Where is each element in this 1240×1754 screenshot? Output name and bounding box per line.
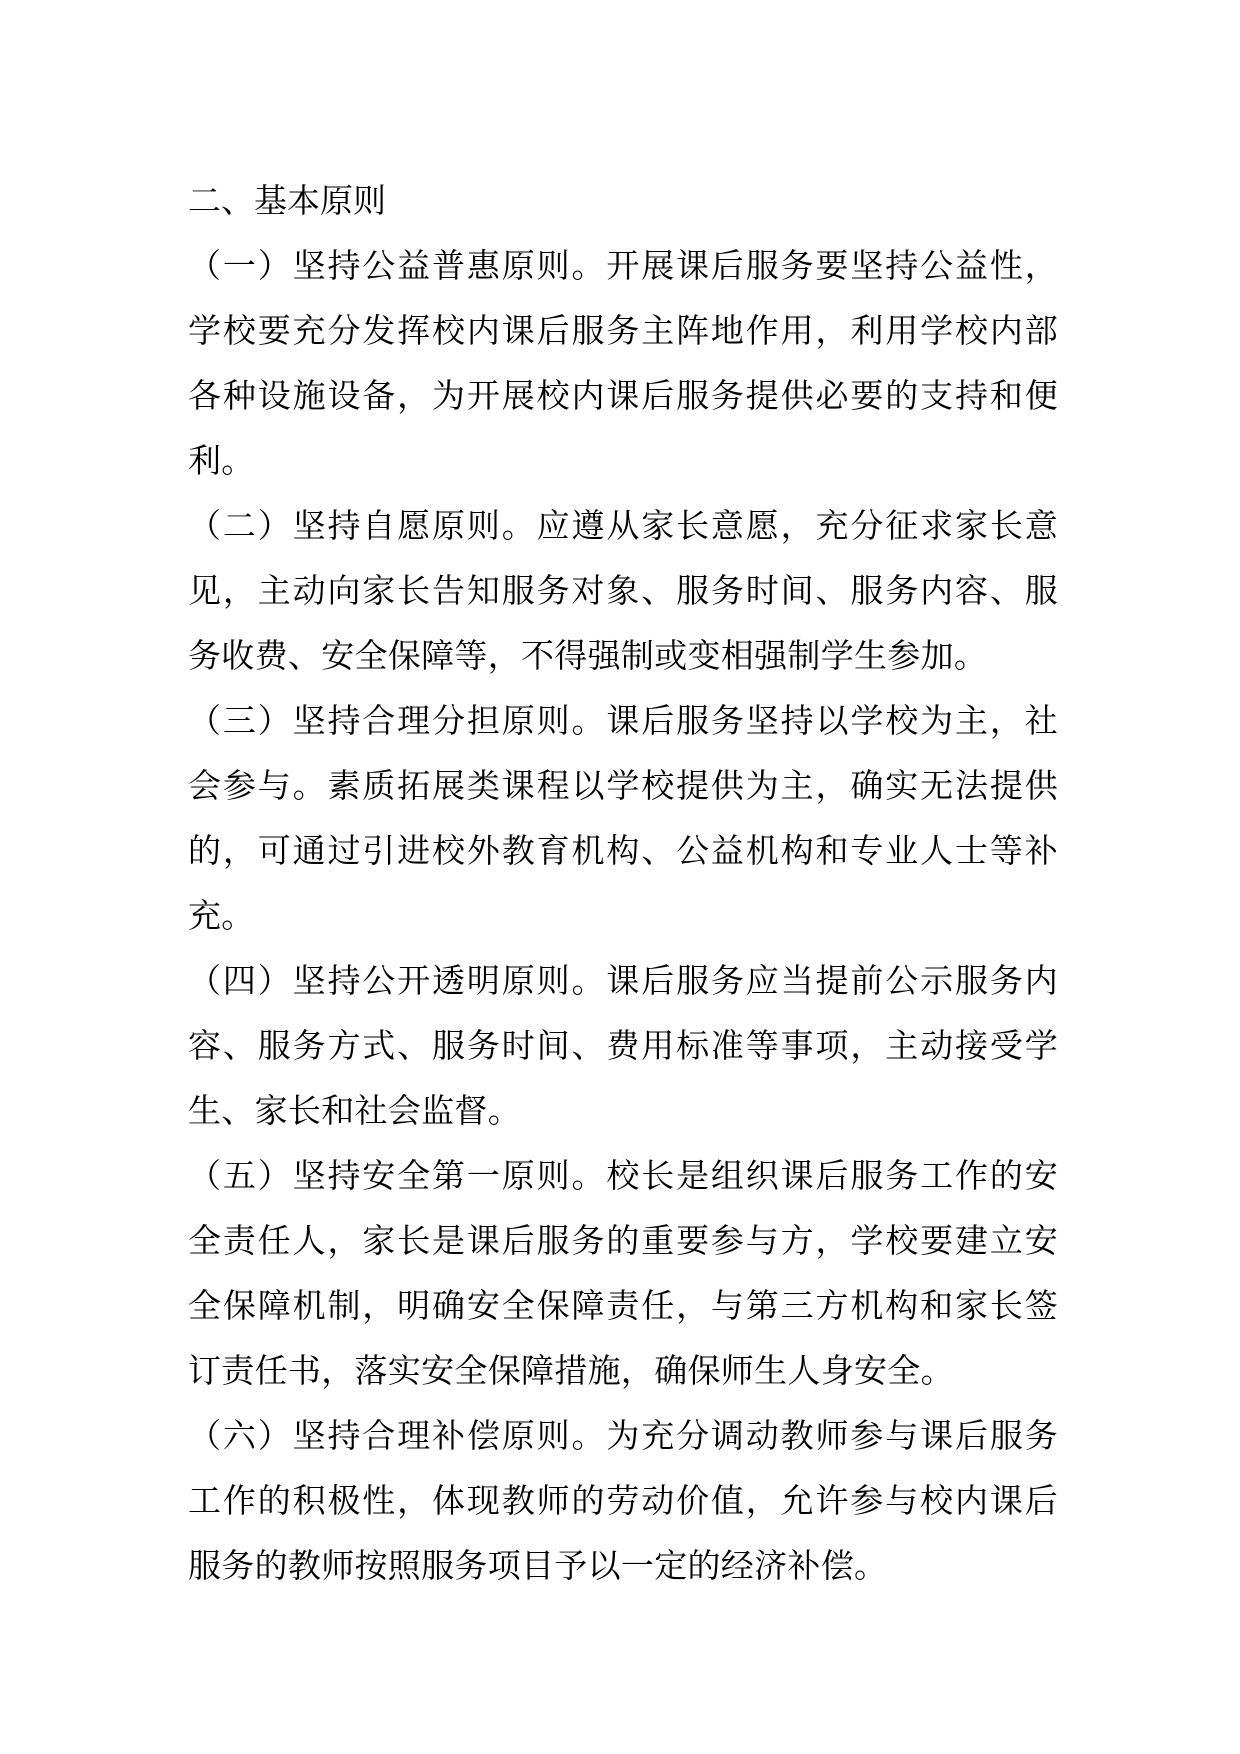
text-line: （五）坚持安全第一原则。校长是组织课后服务工作的安 (188, 1156, 1058, 1195)
text-line: （二）坚持自愿原则。应遵从家长意愿，充分征求家长意 (188, 506, 1058, 545)
text-line: 服务的教师按照服务项目予以一定的经济补偿。 (188, 1546, 888, 1585)
text-line: （一）坚持公益普惠原则。开展课后服务要坚持公益性， (188, 246, 1058, 285)
text-line: （六）坚持合理补偿原则。为充分调动教师参与课后服务 (188, 1416, 1058, 1455)
text-line: 订责任书，落实安全保障措施，确保师生人身安全。 (188, 1351, 954, 1390)
text-line: （四）坚持公开透明原则。课后服务应当提前公示服务内 (188, 961, 1058, 1000)
text-line: 容、服务方式、服务时间、费用标准等事项，主动接受学 (188, 1026, 1058, 1065)
text-line: 见，主动向家长告知服务对象、服务时间、服务内容、服 (188, 571, 1058, 610)
text-line: 务收费、安全保障等，不得强制或变相强制学生参加。 (188, 636, 988, 675)
text-line: 全保障机制，明确安全保障责任，与第三方机构和家长签 (188, 1286, 1058, 1325)
text-line: 工作的积极性，体现教师的劳动价值，允许参与校内课后 (188, 1481, 1058, 1520)
text-line: （三）坚持合理分担原则。课后服务坚持以学校为主，社 (188, 701, 1058, 740)
text-line: 各种设施设备，为开展校内课后服务提供必要的支持和便 (188, 376, 1058, 415)
text-line: 会参与。素质拓展类课程以学校提供为主，确实无法提供 (188, 766, 1058, 805)
paragraph-5 (188, 1143, 1058, 1403)
paragraph-3 (188, 688, 1058, 948)
text-line: 利。 (188, 441, 255, 480)
paragraph-4 (188, 948, 1058, 1143)
paragraph-2 (188, 493, 1058, 688)
section-heading: 二、基本原则 (188, 181, 386, 220)
text-line: 的，可通过引进校外教育机构、公益机构和专业人士等补 (188, 831, 1058, 870)
text-line: 学校要充分发挥校内课后服务主阵地作用，利用学校内部 (188, 311, 1058, 350)
text-line: 生、家长和社会监督。 (188, 1091, 521, 1130)
document-page (188, 168, 1058, 1598)
paragraph-1 (188, 233, 1058, 493)
text-line: 充。 (188, 896, 255, 935)
text-line: 全责任人，家长是课后服务的重要参与方，学校要建立安 (188, 1221, 1058, 1260)
paragraph-6 (188, 1403, 1058, 1598)
